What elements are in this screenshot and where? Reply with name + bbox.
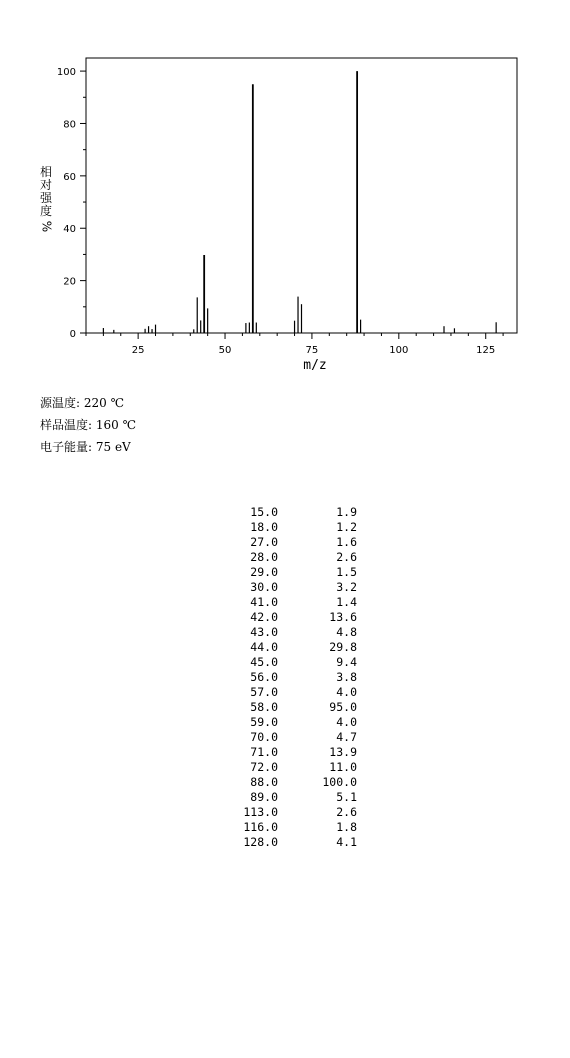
y-axis-label-char: 度 <box>39 204 52 218</box>
y-tick-label: 20 <box>63 276 76 288</box>
intensity-cell: 2.6 <box>336 805 357 819</box>
intensity-cell: 1.8 <box>336 820 357 834</box>
intensity-cell: 95.0 <box>329 700 357 714</box>
table-row <box>220 640 357 655</box>
y-tick-label: 100 <box>56 67 76 79</box>
mz-cell: 116.0 <box>243 820 278 834</box>
intensity-cell: 4.0 <box>336 685 357 699</box>
intensity-cell: 4.0 <box>336 715 357 729</box>
table-row <box>220 595 357 610</box>
table-row <box>220 730 357 745</box>
table-row <box>220 580 357 595</box>
mz-cell: 18.0 <box>250 520 278 534</box>
mz-cell: 128.0 <box>243 835 278 849</box>
y-tick-label: 80 <box>63 119 76 131</box>
mz-cell: 59.0 <box>250 715 278 729</box>
intensity-cell: 3.8 <box>336 670 357 684</box>
plot-frame <box>86 58 517 333</box>
table-row <box>220 820 357 835</box>
mz-cell: 56.0 <box>250 670 278 684</box>
mz-cell: 72.0 <box>250 760 278 774</box>
intensity-cell: 100.0 <box>322 775 357 789</box>
mass-spectrum-chart <box>0 0 570 380</box>
table-row <box>220 505 357 520</box>
table-row <box>220 745 357 760</box>
table-row <box>220 775 357 790</box>
y-tick-label: 40 <box>63 224 76 236</box>
table-row <box>220 520 357 535</box>
y-tick-label: 0 <box>69 329 76 340</box>
mz-cell: 89.0 <box>250 790 278 804</box>
intensity-cell: 1.5 <box>336 565 357 579</box>
intensity-cell: 2.6 <box>336 550 357 564</box>
mz-cell: 45.0 <box>250 655 278 669</box>
y-axis-label <box>38 166 54 233</box>
y-axis-label-char: 对 <box>39 178 52 192</box>
mz-cell: 71.0 <box>250 745 278 759</box>
y-tick-label: 60 <box>63 171 76 183</box>
y-axis-label-char: 相 <box>39 165 52 179</box>
mz-cell: 27.0 <box>250 535 278 549</box>
table-row <box>220 535 357 550</box>
intensity-cell: 13.9 <box>329 745 357 759</box>
mz-cell: 41.0 <box>250 595 278 609</box>
spectrum-peaks <box>103 71 496 333</box>
intensity-cell: 13.6 <box>329 610 357 624</box>
mz-cell: 43.0 <box>250 625 278 639</box>
intensity-cell: 1.9 <box>336 505 357 519</box>
intensity-cell: 9.4 <box>336 655 357 669</box>
table-row <box>220 610 357 625</box>
mz-cell: 57.0 <box>250 685 278 699</box>
x-tick-label: 25 <box>131 345 145 356</box>
acquisition-conditions <box>40 396 136 462</box>
x-axis-label: m/z <box>303 358 327 373</box>
intensity-cell: 29.8 <box>329 640 357 654</box>
source-temperature: 源温度: 220 ℃ <box>40 396 125 410</box>
table-row <box>220 550 357 565</box>
mz-cell: 29.0 <box>250 565 278 579</box>
axis-ticks <box>80 71 503 339</box>
mz-cell: 88.0 <box>250 775 278 789</box>
table-row <box>220 655 357 670</box>
intensity-cell: 1.2 <box>336 520 357 534</box>
mz-cell: 70.0 <box>250 730 278 744</box>
mz-cell: 113.0 <box>243 805 278 819</box>
sample-temperature: 样品温度: 160 ℃ <box>40 418 137 432</box>
intensity-cell: 1.4 <box>336 595 357 609</box>
table-row <box>220 760 357 775</box>
x-tick-label: 125 <box>476 345 496 356</box>
mz-cell: 30.0 <box>250 580 278 594</box>
intensity-cell: 3.2 <box>336 580 357 594</box>
table-row <box>220 685 357 700</box>
x-tick-label: 75 <box>305 345 319 356</box>
mz-cell: 42.0 <box>250 610 278 624</box>
intensity-cell: 4.1 <box>336 835 357 849</box>
x-tick-label: 100 <box>389 345 409 356</box>
mz-cell: 44.0 <box>250 640 278 654</box>
table-row <box>220 805 357 820</box>
y-tick-labels <box>57 67 76 340</box>
intensity-cell: 1.6 <box>336 535 357 549</box>
intensity-cell: 4.7 <box>336 730 357 744</box>
peak-table <box>220 505 357 850</box>
table-row <box>220 625 357 640</box>
table-row <box>220 835 357 850</box>
y-axis-label-char: 强 <box>39 191 52 205</box>
x-tick-label: 50 <box>218 345 232 356</box>
table-row <box>220 715 357 730</box>
y-axis-unit: % <box>39 220 54 233</box>
table-row <box>220 700 357 715</box>
intensity-cell: 5.1 <box>336 790 357 804</box>
mz-cell: 58.0 <box>250 700 278 714</box>
intensity-cell: 11.0 <box>329 760 357 774</box>
table-row <box>220 670 357 685</box>
table-row <box>220 565 357 580</box>
intensity-cell: 4.8 <box>336 625 357 639</box>
electron-energy: 电子能量: 75 eV <box>40 440 131 454</box>
mz-cell: 28.0 <box>250 550 278 564</box>
table-row <box>220 790 357 805</box>
mz-cell: 15.0 <box>250 505 278 519</box>
x-tick-labels <box>132 345 495 356</box>
